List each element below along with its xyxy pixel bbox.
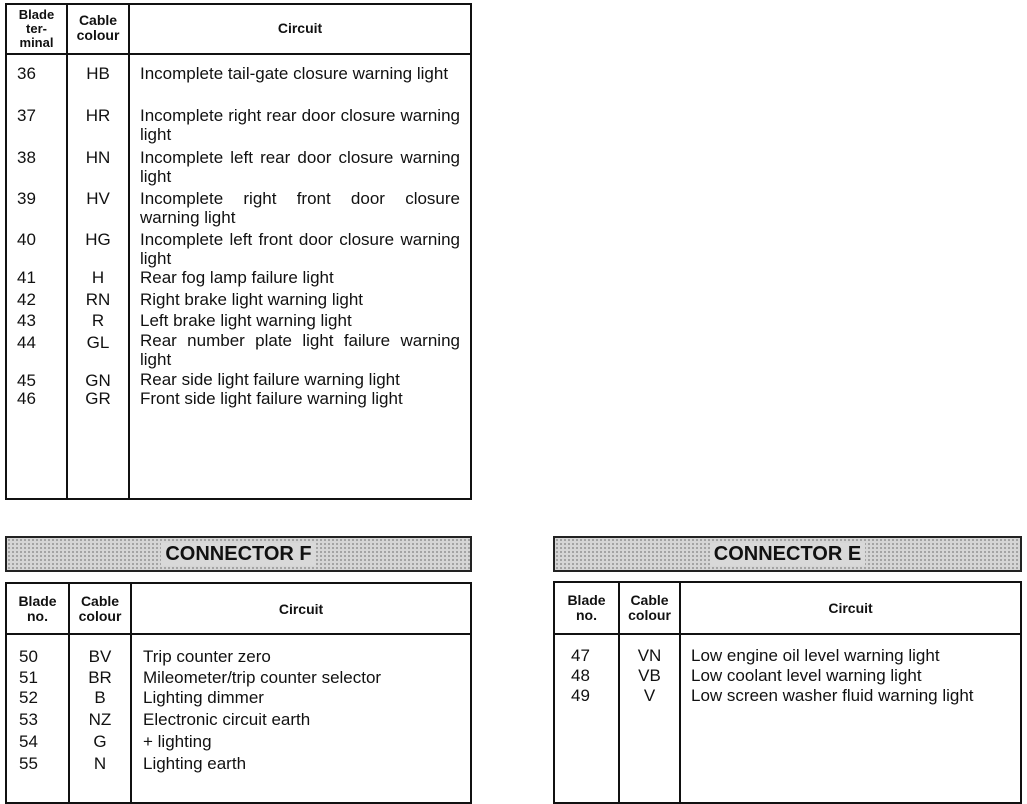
cable-colour: G [93,732,107,751]
cable-colour: GN [85,371,111,390]
cable-colour: VN [637,646,662,665]
blade-number: 49 [571,686,590,705]
blade-number: 53 [19,710,38,729]
blade-number: 45 [17,371,36,390]
blade-number: 41 [17,268,36,287]
blade-number: 44 [17,333,36,352]
circuit-description: Incomplete tail-gate closure warning light [140,64,449,83]
circuit-description: Rear fog lamp failure light [140,268,334,287]
circuit-description: Trip counter zero [143,647,271,666]
cable-colour: NZ [88,710,112,729]
circuit-description: Electronic circuit earth [143,710,311,729]
connector-f-table [5,582,472,804]
cable-colour: HR [85,106,111,125]
header-cable-colour: Cable colour [76,12,120,43]
header-divider [7,633,470,635]
circuit-description: Right brake light warning light [140,290,364,309]
blade-number: 36 [17,64,36,83]
cable-colour: HV [86,189,110,208]
header-divider [7,53,470,55]
blade-number: 38 [17,148,36,167]
blade-number: 48 [571,666,590,685]
blade-number: 52 [19,688,38,707]
blade-number: 51 [19,668,38,687]
blade-number: 54 [19,732,38,751]
circuit-description: Low engine oil level warning light [691,646,940,665]
cable-colour: BV [88,647,112,666]
cable-colour: V [643,686,656,705]
blade-number: 50 [19,647,38,666]
header-circuit: Circuit [277,20,323,36]
circuit-description: Left brake light warning light [140,311,352,330]
connector-e-table [553,581,1022,804]
cable-colour: BR [88,668,112,687]
column-divider [128,5,130,498]
header-cable-colour: Cable colour [78,593,122,624]
header-divider [555,633,1020,635]
blade-number: 37 [17,106,36,125]
cable-colour: N [93,754,107,773]
circuit-description: Low screen washer fluid warning light [691,686,974,705]
header-blade-no: Blade no. [18,593,57,624]
blade-number: 43 [17,311,36,330]
blade-number: 42 [17,290,36,309]
circuit-description: Low coolant level warning light [691,666,922,685]
blade-terminal-table [5,3,472,500]
cable-colour: RN [85,290,111,309]
header-circuit: Circuit [278,601,324,617]
cable-colour: H [91,268,105,287]
connector-f-banner [5,536,472,572]
cable-colour: GL [86,333,110,352]
connector-e-banner [553,536,1022,572]
cable-colour: GR [85,389,111,408]
header-circuit: Circuit [828,600,873,616]
circuit-description: Lighting earth [143,754,247,773]
circuit-description: Incomplete left front door closure warning light [140,230,460,268]
circuit-description: Lighting dimmer [143,688,264,707]
header-blade-terminal: Blade ter- minal [18,7,55,50]
blade-number: 47 [571,646,590,665]
header-blade-no: Blade no. [567,592,606,623]
connector-f-title: CONNECTOR F [161,543,315,566]
cable-colour: HB [86,64,110,83]
connector-e-title: CONNECTOR E [710,543,865,566]
circuit-description: Incomplete right rear door closure warning light [140,106,460,144]
blade-number: 55 [19,754,38,773]
cable-colour: B [94,688,106,707]
blade-number: 39 [17,189,36,208]
circuit-description: Incomplete left rear door closure warning light [140,148,460,186]
circuit-description: Front side light failure warning light [140,389,403,408]
blade-number: 40 [17,230,36,249]
cable-colour: VB [638,666,661,685]
circuit-description: Rear side light failure warning light [140,370,400,389]
circuit-description: Rear number plate light failure warning light [140,331,460,369]
circuit-description: Mileometer/trip counter selector [143,668,382,687]
cable-colour: HN [85,148,111,167]
circuit-description: Incomplete right front door closure warning light [140,189,460,227]
cable-colour: R [91,311,105,330]
circuit-description: + lighting [143,732,212,751]
blade-number: 46 [17,389,36,408]
header-cable-colour: Cable colour [628,592,671,623]
cable-colour: HG [85,230,111,249]
